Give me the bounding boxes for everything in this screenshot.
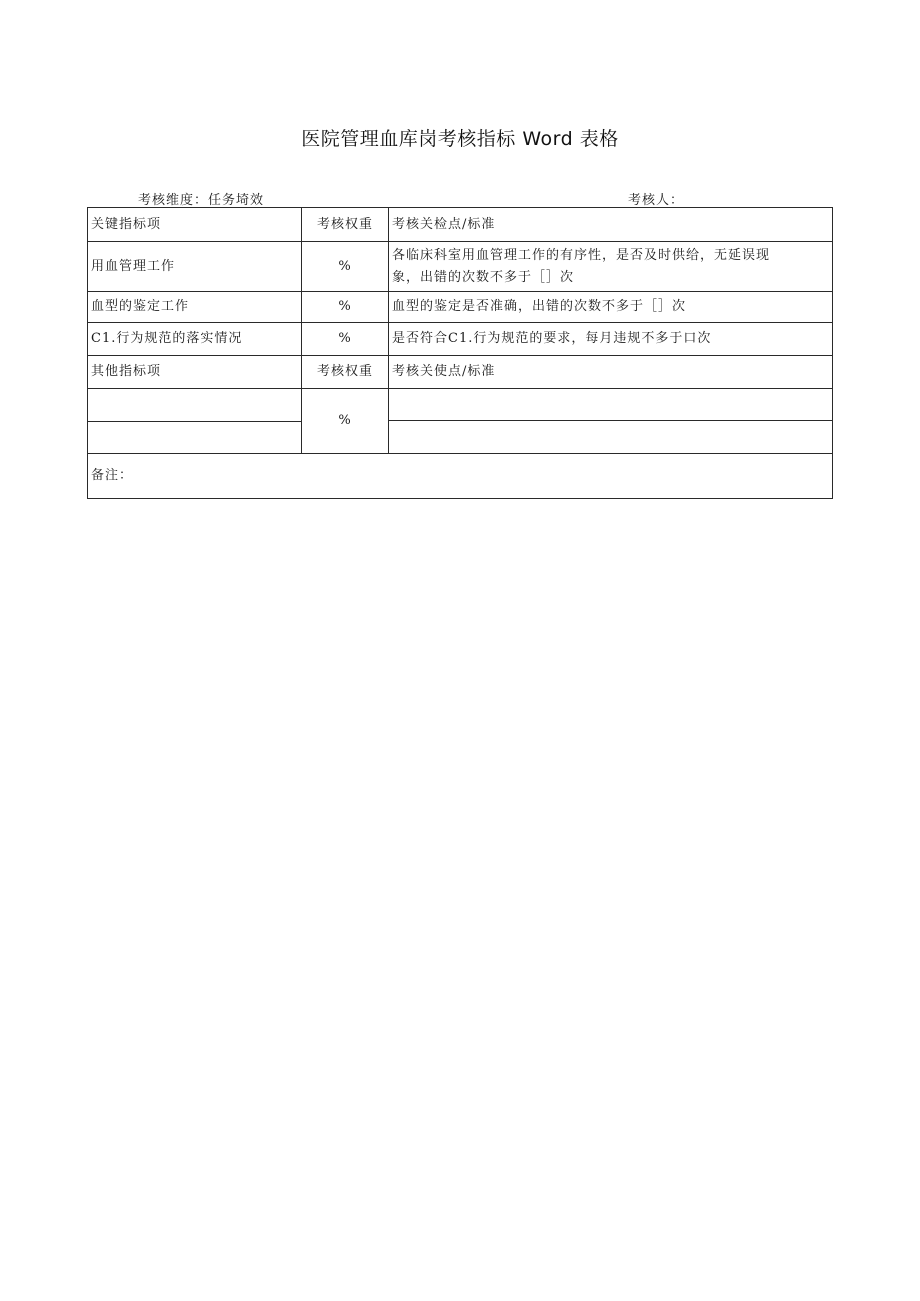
assessment-table bbox=[87, 207, 833, 499]
indicator-weight: % bbox=[302, 292, 389, 323]
other-weight-cell: % bbox=[302, 389, 389, 454]
table-row bbox=[88, 292, 833, 323]
standard-line: 象，出错的次数不多于［］次 bbox=[392, 269, 575, 285]
assessor-label: 考核人： bbox=[628, 193, 685, 208]
table-row bbox=[88, 242, 833, 292]
indicator-standard bbox=[389, 242, 833, 292]
header-key-indicator: 关键指标项 bbox=[88, 208, 302, 242]
blank-other-row bbox=[88, 389, 833, 422]
indicator-weight: % bbox=[302, 323, 389, 356]
other-indicators-header-row bbox=[88, 356, 833, 389]
header-weight: 考核权重 bbox=[302, 208, 389, 242]
header-other-standard: 考核关使点/标准 bbox=[389, 356, 833, 389]
other-standard-cell bbox=[389, 389, 833, 454]
remarks-cell: 备注： bbox=[88, 454, 833, 499]
header-other-indicator: 其他指标项 bbox=[88, 356, 302, 389]
table-row bbox=[88, 323, 833, 356]
indicator-standard: 血型的鉴定是否准确，出错的次数不多于［］次 bbox=[389, 292, 833, 323]
other-standard-line bbox=[389, 389, 832, 421]
standard-line: 各临床科室用血管理工作的有序性，是否及时供给，无延误现 bbox=[392, 247, 771, 263]
header-standard: 考核关检点/标准 bbox=[389, 208, 833, 242]
key-indicators-header-row bbox=[88, 208, 833, 242]
page-title: 医院管理血库岗考核指标 Word 表格 bbox=[301, 128, 619, 150]
other-standard-line bbox=[389, 421, 832, 453]
indicator-item: 血型的鉴定工作 bbox=[88, 292, 302, 323]
other-item-cell bbox=[88, 421, 302, 454]
assessment-dimension: 考核维度：任务埼效 bbox=[138, 193, 265, 208]
indicator-standard: 是否符合C1.行为规范的要求，每月违规不多于口次 bbox=[389, 323, 833, 356]
indicator-item: C1.行为规范的落实情况 bbox=[88, 323, 302, 356]
indicator-weight: % bbox=[302, 242, 389, 292]
other-item-cell bbox=[88, 389, 302, 422]
header-other-weight: 考核权重 bbox=[302, 356, 389, 389]
remarks-row bbox=[88, 454, 833, 499]
indicator-item: 用血管理工作 bbox=[88, 242, 302, 292]
